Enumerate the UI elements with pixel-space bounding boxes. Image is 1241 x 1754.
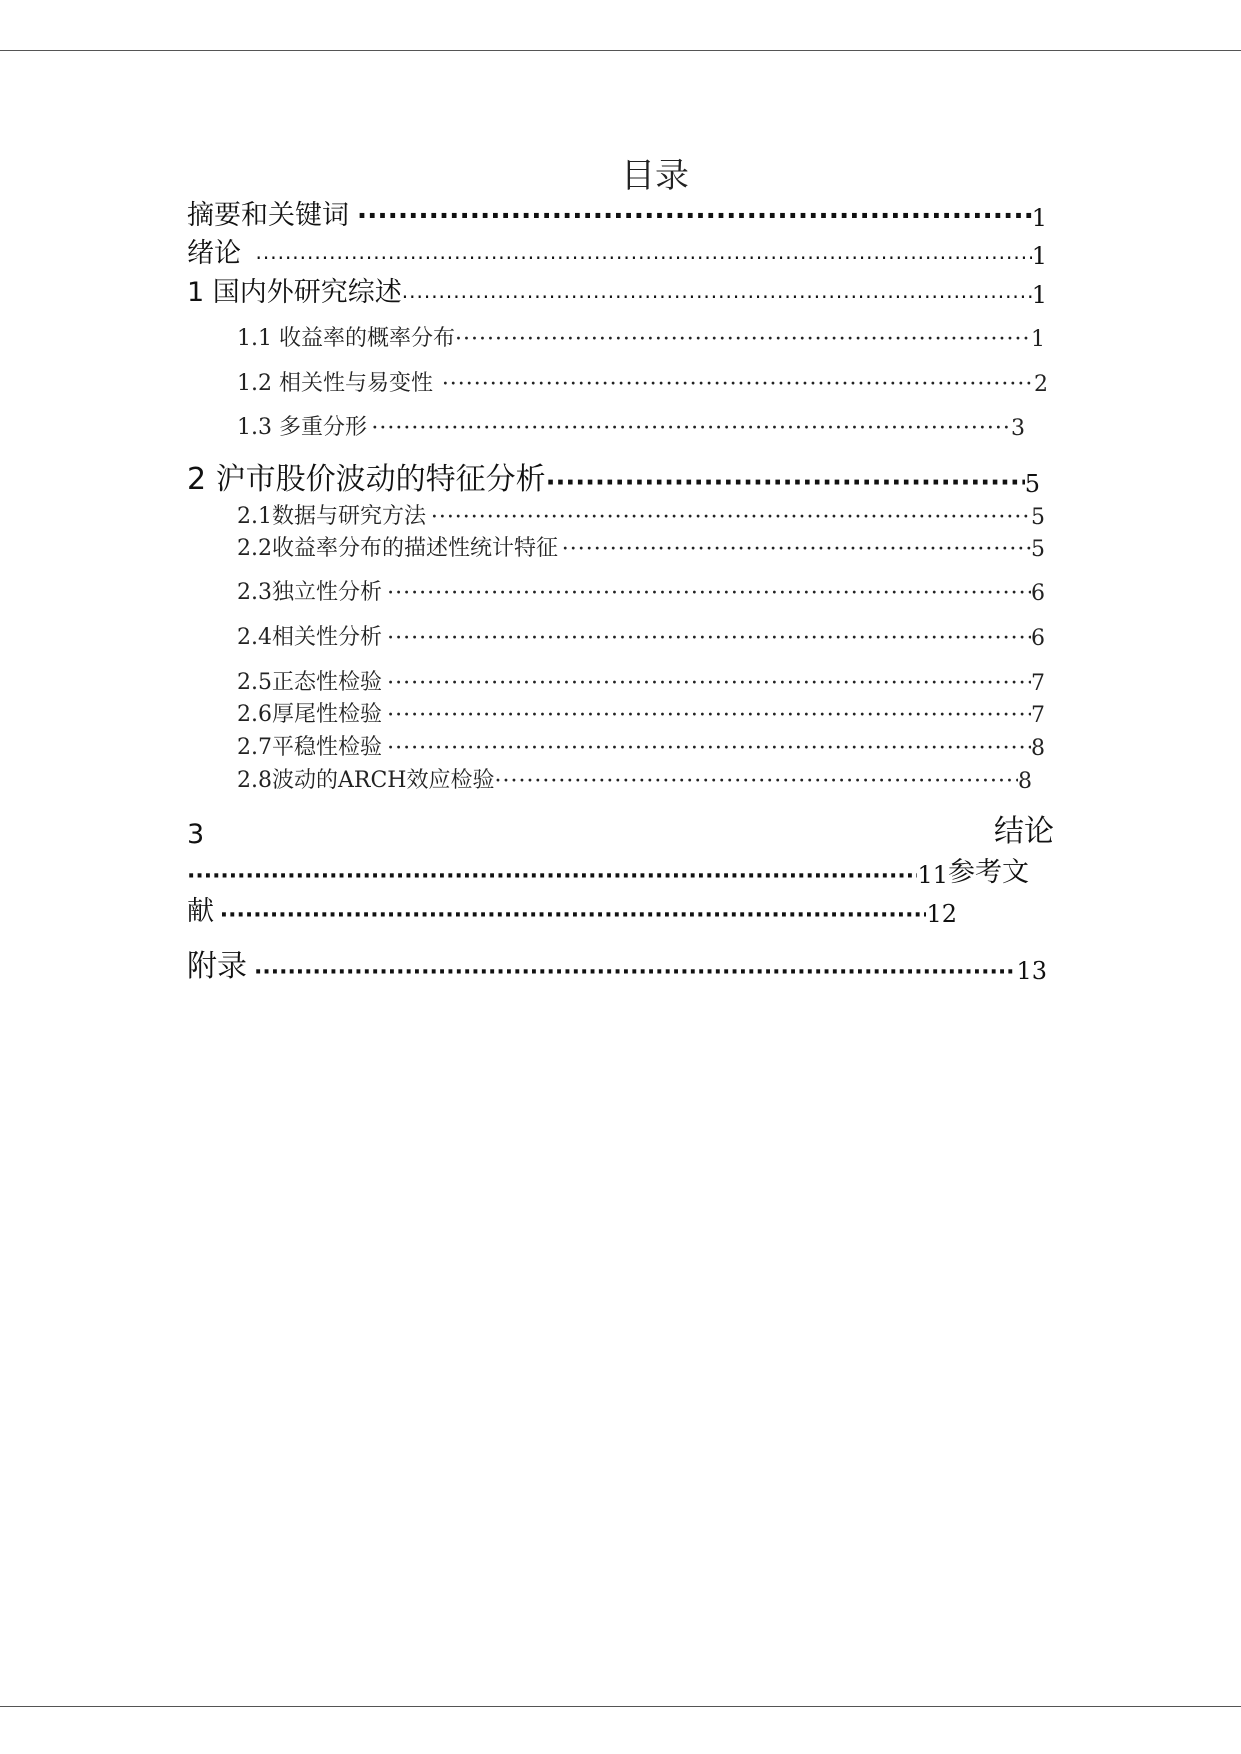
toc-entry-2-6[interactable] [237,698,1045,728]
toc-entry-page: 5 [1024,470,1040,498]
toc-entry-section-3[interactable] [187,810,1054,850]
toc-entry-label: 结论 [994,814,1054,849]
toc-entry-page: 3 [1011,416,1025,441]
toc-entry-1-2[interactable] [237,365,1048,397]
toc-entry-page: 8 [1031,736,1045,761]
toc-entry-label: 附录 [187,949,247,984]
toc-entry-label: 2.2收益率分布的描述性统计特征 [237,536,558,561]
toc-leader-dots [455,327,1031,352]
toc-entry-label: 摘要和关键词 [187,200,349,231]
toc-entry-page: 6 [1031,626,1045,651]
toc-entry-page: 5 [1031,537,1045,562]
toc-leader-dots [387,736,1031,761]
toc-leader-dots [402,285,1032,309]
toc-entry-label: 2.4相关性分析 [237,625,382,650]
toc-leader-dots [387,581,1031,606]
toc-entry-page: 12 [926,900,957,928]
toc-leader-dots [562,537,1031,562]
toc-entry-page: 1 [1031,242,1047,270]
toc-entry-2-5[interactable] [237,666,1045,696]
header-rule [0,50,1241,51]
toc-entry-page: 7 [1031,671,1045,696]
toc-entry-label-references-part2: 献 [187,896,214,927]
toc-entry-page: 1 [1031,281,1047,309]
toc-entry-page: 5 [1031,505,1045,530]
toc-entry-label: 1.1 收益率的概率分布 [237,326,455,351]
toc-leader-dots [220,903,927,928]
toc-entry-page: 2 [1033,372,1048,397]
toc-entry-page: 6 [1031,581,1045,606]
toc-leader-dots [387,703,1031,728]
toc-entry-page: 11 [917,861,948,889]
toc-entry-appendix[interactable] [187,945,1047,985]
toc-entry-references[interactable] [187,892,957,928]
toc-leader-dots [254,960,1016,985]
toc-entry-section-2[interactable] [187,456,1040,498]
toc-entry-1-3[interactable] [237,409,1025,441]
toc-entry-2-4[interactable] [237,621,1045,651]
toc-entry-2-3[interactable] [237,576,1045,606]
toc-leader-dots [494,769,1018,794]
toc-entry-label: 绪论 [187,238,241,269]
toc-entry-section-1[interactable] [187,273,1047,309]
toc-entry-2-1[interactable] [237,500,1045,530]
toc-entry-2-8[interactable] [237,764,1032,794]
toc-leader-dots [371,416,1011,441]
toc-leader-dots [387,671,1031,696]
toc-entry-2-2[interactable] [237,532,1045,562]
toc-leader-dots [256,246,1032,270]
toc-entry-label: 2.1数据与研究方法 [237,504,426,529]
toc-entry-label: 2.3独立性分析 [237,580,382,605]
toc-entry-label: 2 沪市股价波动的特征分析 [187,462,546,497]
toc-entry-number: 3 [187,819,205,850]
toc-entry-label: 2.6厚尾性检验 [237,702,382,727]
toc-entry-label: 1.2 相关性与易变性 [237,371,433,396]
toc-entry-label-references-part1: 参考文 [948,857,1029,888]
toc-leader-dots [387,626,1031,651]
toc-entry-label: 1.3 多重分形 [237,415,367,440]
toc-entry-page: 1 [1031,327,1045,352]
toc-entry-section-3-continued[interactable] [187,853,1029,889]
toc-entry-label: 2.5正态性检验 [237,670,382,695]
toc-entry-label: 1 国内外研究综述 [187,277,402,308]
toc-leader-dots [442,372,1034,397]
toc-entry-abstract[interactable] [187,196,1047,232]
toc-entry-page: 13 [1016,957,1047,985]
toc-entry-page: 8 [1018,769,1032,794]
toc-entry-page: 7 [1031,703,1045,728]
toc-leader-dots [357,201,1032,232]
toc-entry-2-7[interactable] [237,731,1045,761]
footer-rule [0,1706,1241,1707]
toc-leader-dots [187,864,917,889]
toc-leader-dots [546,468,1025,498]
toc-entry-label: 2.7平稳性检验 [237,735,382,760]
toc-leader-dots [431,505,1031,530]
toc-entry-introduction[interactable] [187,234,1047,270]
toc-entry-1-1[interactable] [237,320,1045,352]
toc-title: 目录 [621,156,689,196]
toc-entry-label: 2.8波动的ARCH效应检验 [237,768,495,793]
toc-entry-page: 1 [1031,204,1047,232]
